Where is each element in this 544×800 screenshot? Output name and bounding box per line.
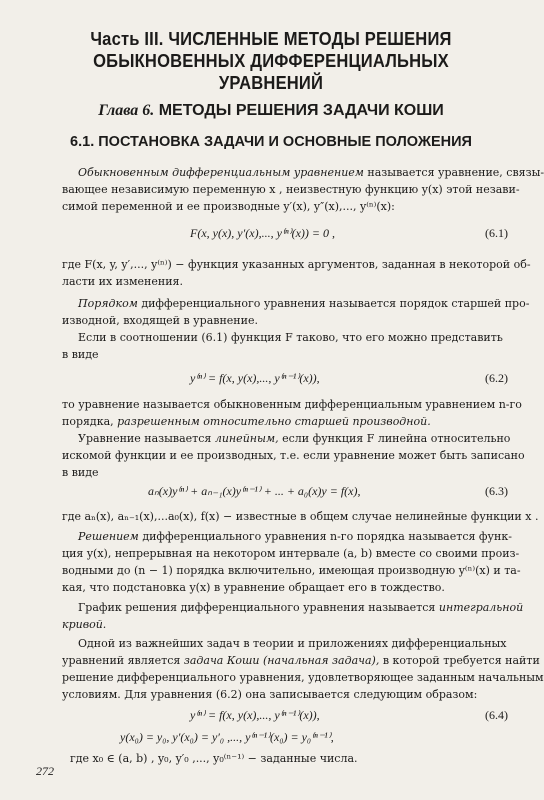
text-line: вающее независимую переменную x , неизвестную функцию y(x) этой незави-: [62, 183, 520, 196]
text-line: изводной, входящей в уравнение.: [62, 314, 258, 327]
text-line: где x₀ ∈ (a, b) , y₀, y′₀ ,..., y₀⁽ⁿ⁻¹⁾ − заданные числа.: [70, 752, 358, 765]
text-span: если функция F линейна относительно: [282, 432, 511, 445]
text-line: [62, 618, 510, 632]
text-line: кая, что подстановка y(x) в уравнение обращает его в тождество.: [62, 581, 445, 594]
text-span: дифференциального уравнения n-го порядка называется функ-: [142, 530, 512, 543]
page-number: 272: [36, 764, 54, 778]
text-line: ласти их изменения.: [62, 275, 183, 288]
text-line: [62, 415, 510, 429]
equation-number: (6.2): [485, 371, 508, 385]
equation-6-3: aₙ(x)y⁽ⁿ⁾ + aₙ₋₁(x)y⁽ⁿ⁻¹⁾ + ... + a₀(x)y = f(x),: [148, 484, 361, 498]
text-line: Если в соотношении (6.1) функция F таково, что его можно представить: [78, 331, 503, 344]
text-line: искомой функции и ее производных, т.е. если уравнение может быть записано: [62, 449, 525, 462]
term-ode: Обыкновенным дифференциальным уравнением: [78, 166, 364, 179]
term-cauchy: задача Коши (начальная задача),: [183, 654, 380, 667]
text-line: в виде: [62, 348, 99, 361]
chapter-heading: [0, 102, 542, 120]
term-curve: кривой.: [62, 618, 107, 631]
term-integral: интегральной: [438, 601, 524, 614]
equation-number: (6.1): [485, 226, 508, 240]
text-line: в виде: [62, 466, 99, 479]
text-line: [78, 601, 524, 615]
text-line: Одной из важнейших задач в теории и приложениях дифференциальных: [78, 637, 507, 650]
text-span: График решения дифференциального уравнения называется: [78, 601, 436, 614]
text-span: называется уравнение, связы-: [367, 166, 544, 179]
text-line: [78, 530, 510, 544]
text-line: [78, 432, 510, 446]
text-line: ция y(x), непрерывная на некотором интервале (a, b) вместе со своими произ-: [62, 547, 520, 560]
text-line: [78, 166, 544, 180]
text-span: уравнений является: [62, 654, 181, 667]
equation-number: (6.3): [485, 484, 508, 498]
part-title-line-3: УРАВНЕНИЙ: [218, 73, 324, 93]
text-span: порядка,: [62, 415, 114, 428]
term-order: Порядком: [78, 297, 138, 310]
chapter-label: Глава 6.: [98, 102, 155, 119]
chapter-title: МЕТОДЫ РЕШЕНИЯ ЗАДАЧИ КОШИ: [158, 102, 444, 119]
equation-6-4: y⁽ⁿ⁾ = f(x, y(x),..., y⁽ⁿ⁻¹⁾(x)),: [190, 708, 320, 722]
equation-6-1: F(x, y(x), y′(x),..., y⁽ⁿ⁾(x)) = 0 ,: [190, 226, 335, 240]
initial-conditions: y(x₀) = y₀, y′(x₀) = y′₀ ,..., y⁽ⁿ⁻¹⁾(x₀) = y₀⁽ⁿ⁻¹⁾,: [120, 730, 334, 744]
text-span: Уравнение называется: [78, 432, 212, 445]
text-line: симой переменной и ее производные y′(x), y″(x),..., y⁽ⁿ⁾(x):: [62, 200, 395, 213]
section-title: 6.1. ПОСТАНОВКА ЗАДАЧИ И ОСНОВНЫЕ ПОЛОЖЕНИЯ: [70, 134, 472, 150]
text-line: где aₙ(x), aₙ₋₁(x),...a₀(x), f(x) − известные в общем случае нелинейные функции x .: [62, 510, 539, 523]
term-resolved: разрешенным относительно старшей производной.: [117, 415, 431, 428]
part-title-line-1: Часть III. ЧИСЛЕННЫЕ МЕТОДЫ РЕШЕНИЯ: [90, 29, 452, 49]
text-line: [78, 297, 530, 311]
text-line: условиям. Для уравнения (6.2) она записывается следующим образом:: [62, 688, 478, 701]
equation-6-2: y⁽ⁿ⁾ = f(x, y(x),..., y⁽ⁿ⁻¹⁾(x)),: [190, 371, 320, 385]
term-linear: линейным,: [214, 432, 279, 445]
equation-number: (6.4): [485, 708, 508, 722]
text-span: дифференциального уравнения называется порядок старшей про-: [141, 297, 530, 310]
text-span: в которой требуется найти: [382, 654, 540, 667]
text-line: где F(x, y, y′,..., y⁽ⁿ⁾) − функция указанных аргументов, заданная в некоторой об-: [62, 258, 531, 271]
part-title-line-2: ОБЫКНОВЕННЫХ ДИФФЕРЕНЦИАЛЬНЫХ: [93, 51, 449, 71]
term-solution: Решением: [78, 530, 139, 543]
text-line: [62, 654, 540, 668]
text-line: то уравнение называется обыкновенным дифференциальным уравнением n-го: [62, 398, 522, 411]
text-line: решение дифференциального уравнения, удовлетворяющее заданным начальным: [62, 671, 544, 684]
text-line: водными до (n − 1) порядка включительно, имеющая производную y⁽ⁿ⁾(x) и та-: [62, 564, 521, 577]
